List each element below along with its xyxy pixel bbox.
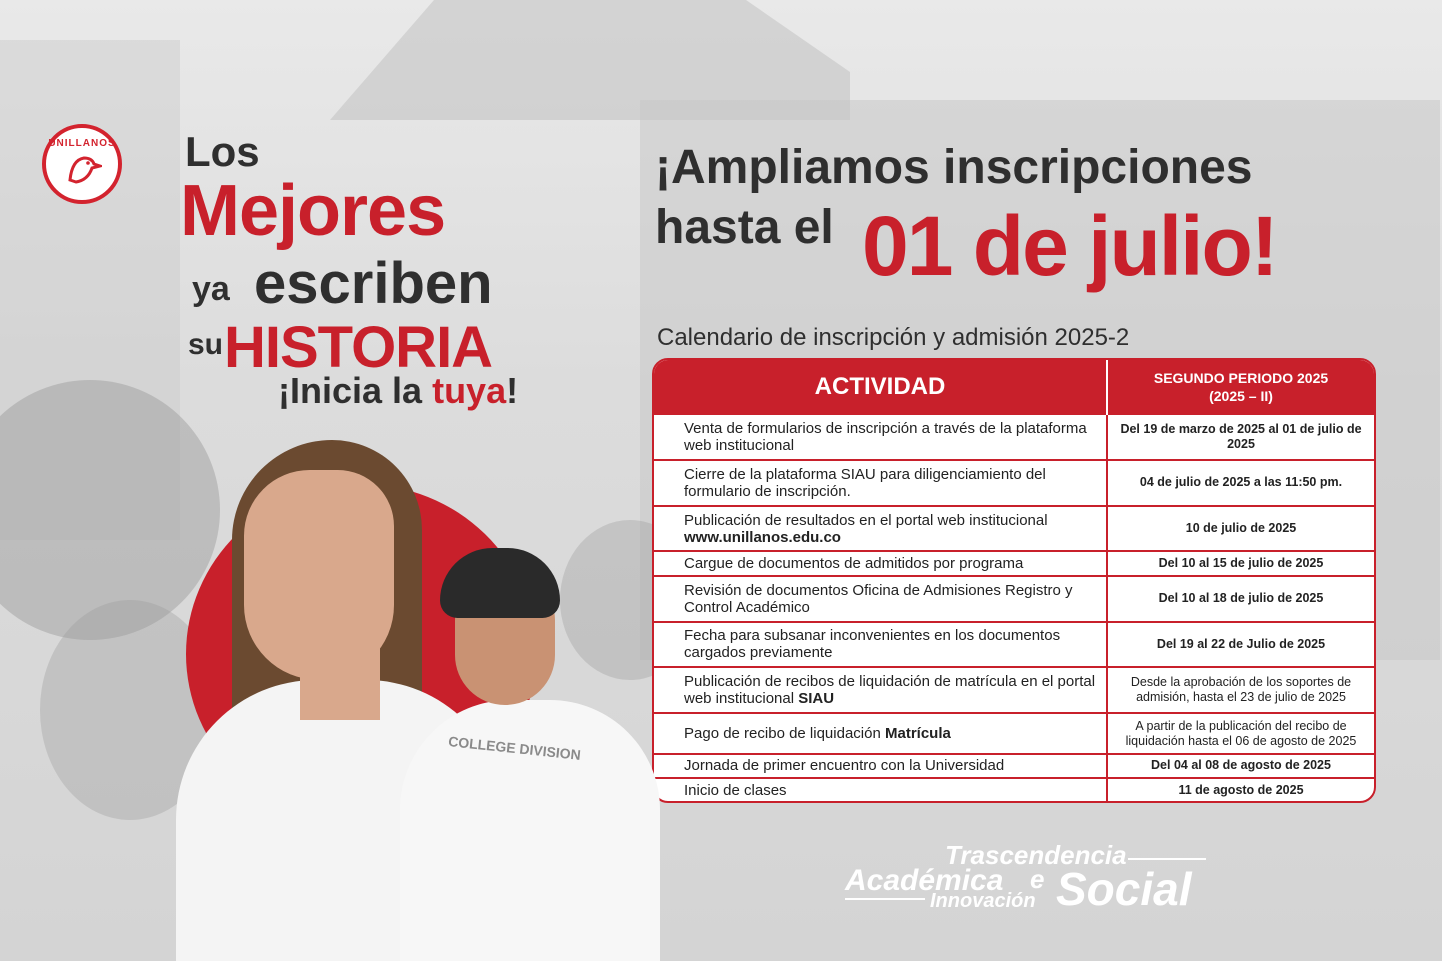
activity-cell <box>654 576 1107 622</box>
date-cell: 04 de julio de 2025 a las 11:50 pm. <box>1107 460 1374 506</box>
activity-cell <box>654 460 1107 506</box>
activity-text: Pago de recibo de liquidación <box>684 725 881 743</box>
table-row <box>654 414 1374 460</box>
tree-left <box>0 380 220 640</box>
slogan-escriben: escriben <box>254 251 493 316</box>
slogan-excl: ! <box>506 370 519 411</box>
unillanos-logo <box>42 124 122 204</box>
tagline-trascendencia: Trascendencia <box>945 840 1127 870</box>
activity-cell <box>654 778 1107 801</box>
header-period <box>1107 360 1374 414</box>
tagline-line-bottom <box>845 898 925 900</box>
activity-cell <box>654 622 1107 668</box>
activity-text: Publicación de recibos de liquidación de matrícula en el portal web institucional <box>684 673 1096 708</box>
activity-cell <box>654 506 1107 552</box>
table-header-row <box>654 360 1374 414</box>
activity-text: Inicio de clases <box>684 781 787 799</box>
table-row <box>654 754 1374 778</box>
headline-line1: ¡Ampliamos inscripciones <box>655 141 1253 194</box>
header-period-line2: (2025 – II) <box>1209 387 1273 404</box>
slogan-ya: ya <box>192 270 230 308</box>
activity-bold-text: www.unillanos.edu.co <box>684 528 841 546</box>
activity-bold-text: Matrícula <box>884 725 951 743</box>
slogan-su: su <box>188 328 224 361</box>
table-row <box>654 506 1374 552</box>
date-cell: 11 de agosto de 2025 <box>1107 778 1374 801</box>
table-row <box>654 551 1374 575</box>
calendar-table <box>652 358 1376 803</box>
table-row <box>654 713 1374 754</box>
tagline-e: e <box>1030 864 1045 894</box>
slogan-los: Los <box>185 128 260 175</box>
table-row <box>654 622 1374 668</box>
bird-icon <box>62 150 102 190</box>
man-body <box>400 700 660 961</box>
date-cell: 10 de julio de 2025 <box>1107 506 1374 552</box>
activity-cell <box>654 713 1107 754</box>
activity-cell <box>654 667 1107 713</box>
table-row <box>654 667 1374 713</box>
shirt-text: COLLEGE DIVISION <box>447 733 582 763</box>
calendar-title: Calendario de inscripción y admisión 2025-2 <box>657 324 1130 351</box>
date-cell: A partir de la publicación del recibo de liquidación hasta el 06 de agosto de 2025 <box>1107 713 1374 754</box>
date-cell: Del 19 al 22 de Julio de 2025 <box>1107 622 1374 668</box>
activity-cell <box>654 754 1107 778</box>
header-period-line1: SEGUNDO PERIODO 2025 <box>1153 369 1329 386</box>
activity-cell <box>654 414 1107 460</box>
woman-face <box>244 470 394 680</box>
activity-text: Cargue de documentos de admitidos por programa <box>684 555 1024 573</box>
table-row <box>654 778 1374 801</box>
headline-line2: hasta el <box>655 201 834 254</box>
tagline-social: Social <box>1056 863 1192 915</box>
activity-text: Publicación de resultados en el portal web institucional <box>684 511 1048 529</box>
activity-text: Cierre de la plataforma SIAU para diligenciamiento del formulario de inscripción. <box>684 465 1046 500</box>
date-cell: Del 19 de marzo de 2025 al 01 de julio de 2025 <box>1107 414 1374 460</box>
date-cell: Del 10 al 18 de julio de 2025 <box>1107 576 1374 622</box>
tagline-innovacion: Innovación <box>930 890 1036 912</box>
date-cell: Del 04 al 08 de agosto de 2025 <box>1107 754 1374 778</box>
table-row <box>654 576 1374 622</box>
slogan-inicia <box>278 370 518 412</box>
tagline-line-top <box>1128 858 1206 860</box>
table-row <box>654 460 1374 506</box>
slogan-historia: HISTORIA <box>224 315 493 380</box>
date-cell: Del 10 al 15 de julio de 2025 <box>1107 551 1374 575</box>
activity-bold-text: SIAU <box>798 690 835 708</box>
headline-date: 01 de julio! <box>862 199 1277 293</box>
activity-text: Jornada de primer encuentro con la Universidad <box>684 757 1005 775</box>
header-activity: ACTIVIDAD <box>654 360 1107 414</box>
slogan-inicia-text: ¡Inicia la <box>278 370 423 411</box>
activity-text: Venta de formularios de inscripción a través de la plataforma web institucional <box>684 419 1087 454</box>
tagline-academica: Académica <box>845 864 1004 897</box>
slogan-tuya: tuya <box>432 370 507 411</box>
date-cell: Desde la aprobación de los soportes de admisión, hasta el 23 de julio de 2025 <box>1107 667 1374 713</box>
activity-cell <box>654 551 1107 575</box>
activity-text: Fecha para subsanar inconvenientes en los documentos cargados previamente <box>684 627 1061 662</box>
logo-text: UNILLANOS <box>48 138 116 149</box>
slogan-mejores: Mejores <box>180 171 446 251</box>
activity-text: Revisión de documentos Oficina de Admisiones Registro y Control Académico <box>684 581 1073 616</box>
